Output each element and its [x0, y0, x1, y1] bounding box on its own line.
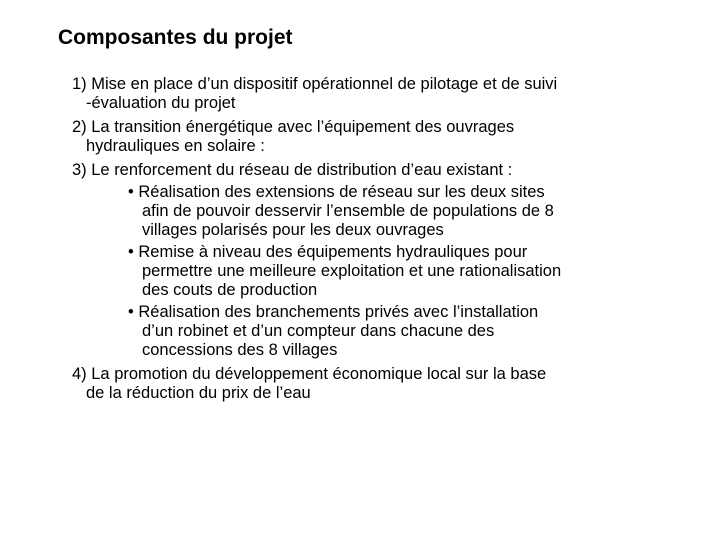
sub-bullet-1: [128, 183, 692, 240]
bullet-line: • Remise à niveau des équipements hydrauliques pour: [128, 243, 528, 261]
list-item-3: [72, 161, 692, 360]
item-line: 1) Mise en place d’un dispositif opérationnel de pilotage et de suivi: [72, 75, 558, 93]
item-line: 2) La transition énergétique avec l’équipement des ouvrages: [72, 118, 515, 136]
item-line: de la réduction du prix de l’eau: [86, 384, 311, 402]
sub-bullet-2: [128, 243, 692, 300]
bullet-line: d’un robinet et d’un compteur dans chacune des: [142, 322, 495, 340]
list-item-4: [72, 365, 692, 403]
bullet-line: permettre une meilleure exploitation et une rationalisation: [142, 262, 562, 280]
sub-bullet-list: [72, 183, 692, 360]
bullet-line: des couts de production: [142, 281, 318, 299]
item-line: 4) La promotion du développement économique local sur la base: [72, 365, 547, 383]
slide-title: Composantes du projet: [58, 26, 293, 49]
bullet-line: • Réalisation des branchements privés avec l’installation: [128, 303, 539, 321]
sub-bullet-3: [128, 303, 692, 360]
item-line: -évaluation du projet: [86, 94, 236, 112]
bullet-line: villages polarisés pour les deux ouvrages: [142, 221, 444, 239]
bullet-line: • Réalisation des extensions de réseau sur les deux sites: [128, 183, 545, 201]
list-item-2: [72, 118, 692, 156]
item-line: hydrauliques en solaire :: [86, 137, 265, 155]
item-line: 3) Le renforcement du réseau de distribution d’eau existant :: [72, 161, 513, 179]
bullet-line: afin de pouvoir desservir l’ensemble de populations de 8: [142, 202, 554, 220]
list-item-1: [72, 75, 692, 113]
bullet-line: concessions des 8 villages: [142, 341, 338, 359]
content-body: [72, 75, 692, 408]
